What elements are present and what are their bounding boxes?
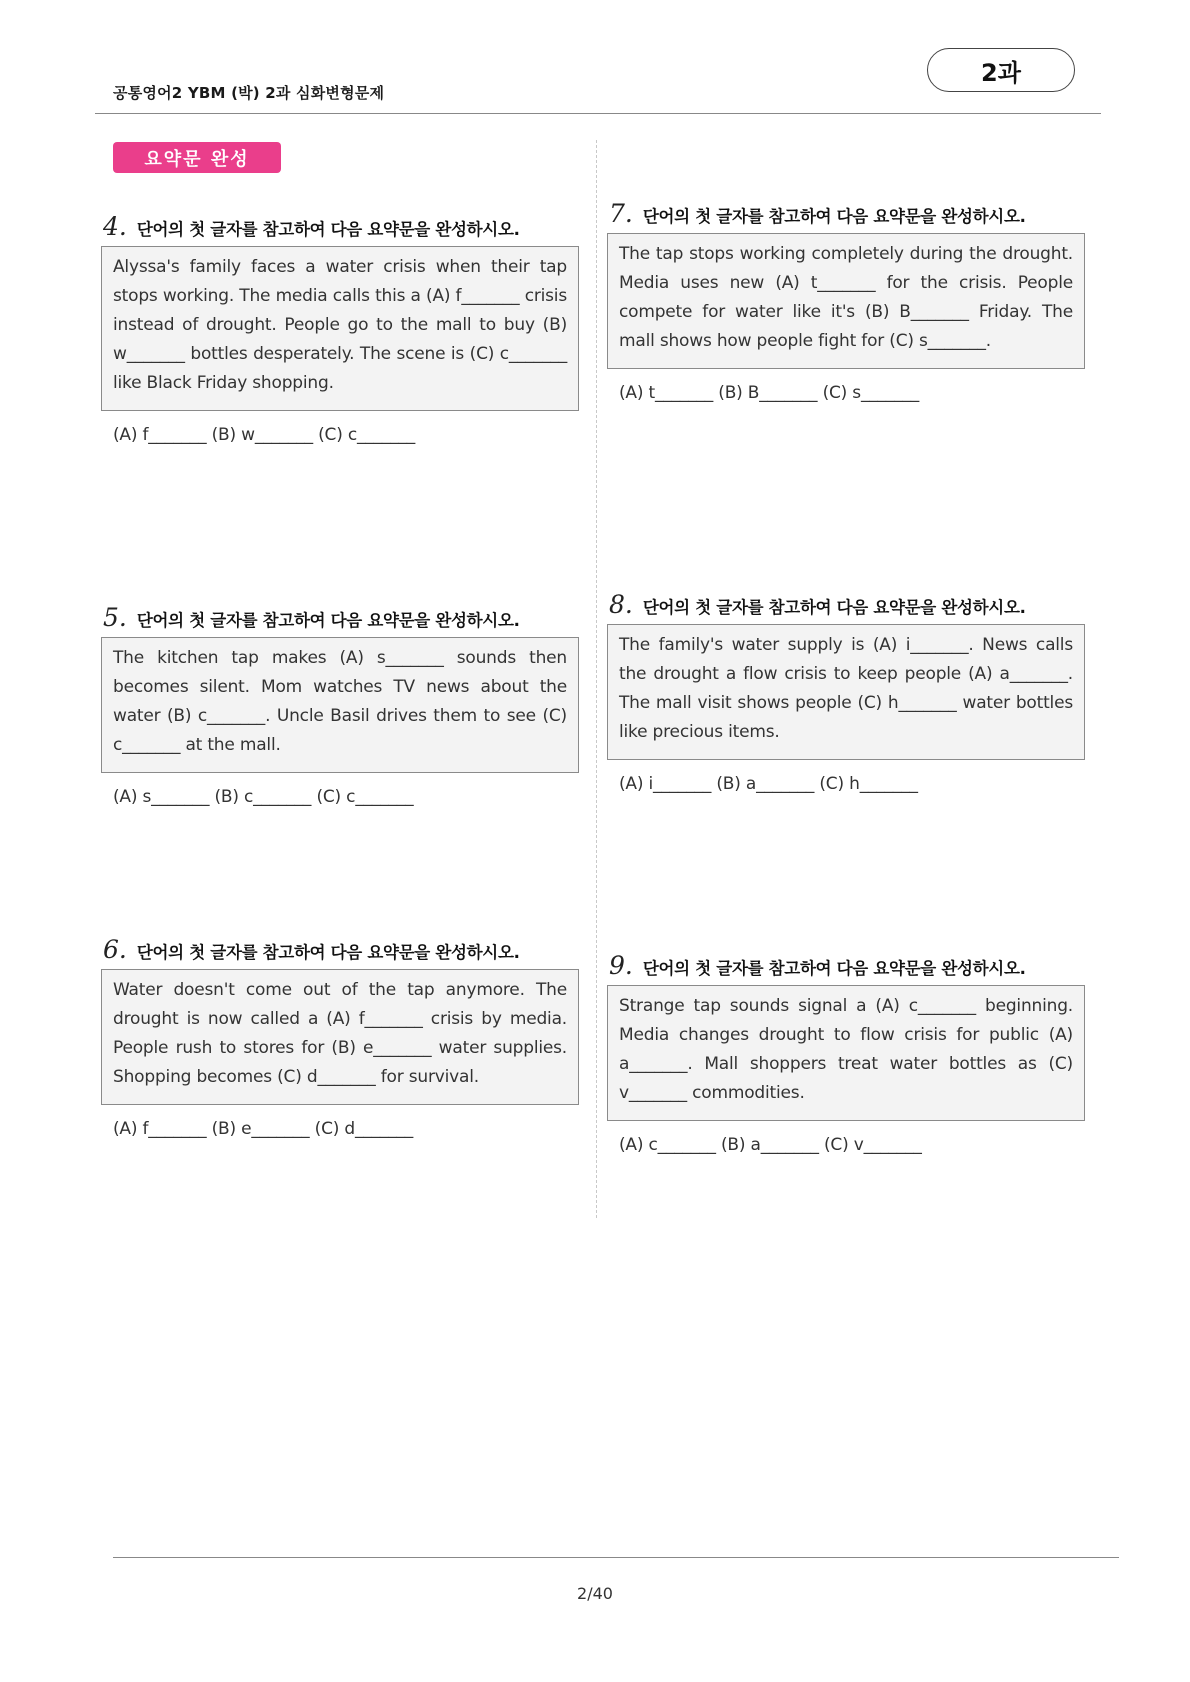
page-number: 2/40 (577, 1584, 613, 1603)
question-title (101, 212, 579, 242)
question-title (101, 935, 579, 965)
summary-passage: The kitchen tap makes (A) s_______ sounds then becomes silent. Mom watches TV news about the water (B) c_______. Uncle Basil drives them to see (C) c_______ at the mall. (113, 648, 567, 755)
header-divider (95, 113, 1101, 114)
question-number: 5. (103, 603, 127, 632)
question-prompt: 단어의 첫 글자를 참고하여 다음 요약문을 완성하시오. (136, 220, 520, 239)
question-number: 4. (103, 212, 127, 241)
answer-blanks: (A) f_______ (B) w_______ (C) c_______ (113, 425, 416, 445)
section-tag: 요약문 완성 (113, 142, 281, 173)
question-9 (607, 951, 1085, 1155)
question-prompt: 단어의 첫 글자를 참고하여 다음 요약문을 완성하시오. (642, 959, 1026, 978)
question-number: 8. (609, 590, 633, 619)
question-prompt: 단어의 첫 글자를 참고하여 다음 요약문을 완성하시오. (136, 611, 520, 630)
footer-divider (113, 1557, 1119, 1558)
question-8 (607, 590, 1085, 794)
summary-box (101, 637, 579, 773)
question-title (607, 951, 1085, 981)
summary-passage: Strange tap sounds signal a (A) c_______ beginning. Media changes drought to flow crisis for public (A) a_______. Mall shoppers treat water bottles as (C) v_______ commodities. (619, 996, 1073, 1103)
question-prompt: 단어의 첫 글자를 참고하여 다음 요약문을 완성하시오. (136, 943, 520, 962)
question-4 (101, 212, 579, 445)
question-7 (607, 199, 1085, 403)
question-title (607, 590, 1085, 620)
question-5 (101, 603, 579, 807)
question-number: 6. (103, 935, 127, 964)
summary-box (607, 985, 1085, 1121)
page-header-title: 공통영어2 YBM (박) 2과 심화변형문제 (113, 84, 385, 102)
summary-passage: Water doesn't come out of the tap anymore. The drought is now called a (A) f_______ crisis by media. People rush to stores for (B) e_______ water supplies. Shopping becomes (C) d_______ for survival. (113, 980, 567, 1087)
answer-blanks: (A) s_______ (B) c_______ (C) c_______ (113, 787, 414, 807)
question-number: 7. (609, 199, 633, 228)
answer-blanks: (A) t_______ (B) B_______ (C) s_______ (619, 383, 920, 403)
summary-box (607, 624, 1085, 760)
summary-passage: The family's water supply is (A) i_______. News calls the drought a flow crisis to keep people (A) a_______. The mall visit shows people (C) h_______ water bottles like precious items. (619, 635, 1073, 742)
question-title (101, 603, 579, 633)
question-6 (101, 935, 579, 1139)
summary-box (101, 246, 579, 411)
lesson-badge: 2과 (927, 48, 1075, 92)
summary-box (607, 233, 1085, 369)
question-title (607, 199, 1085, 229)
summary-passage: The tap stops working completely during the drought. Media uses new (A) t_______ for the crisis. People compete for water like it's (B) B_______ Friday. The mall shows how people fight for (C) s_______. (619, 244, 1073, 351)
answer-blanks: (A) c_______ (B) a_______ (C) v_______ (619, 1135, 922, 1155)
question-prompt: 단어의 첫 글자를 참고하여 다음 요약문을 완성하시오. (642, 598, 1026, 617)
summary-passage: Alyssa's family faces a water crisis when their tap stops working. The media calls this a (A) f_______ crisis instead of drought. People go to the mall to buy (B) w_______ bottles desperately. The scene is (C) c_______ like Black Friday shopping. (113, 257, 567, 393)
column-divider (596, 140, 597, 1218)
answer-blanks: (A) f_______ (B) e_______ (C) d_______ (113, 1119, 414, 1139)
question-number: 9. (609, 951, 633, 980)
answer-blanks: (A) i_______ (B) a_______ (C) h_______ (619, 774, 918, 794)
question-prompt: 단어의 첫 글자를 참고하여 다음 요약문을 완성하시오. (642, 207, 1026, 226)
summary-box (101, 969, 579, 1105)
